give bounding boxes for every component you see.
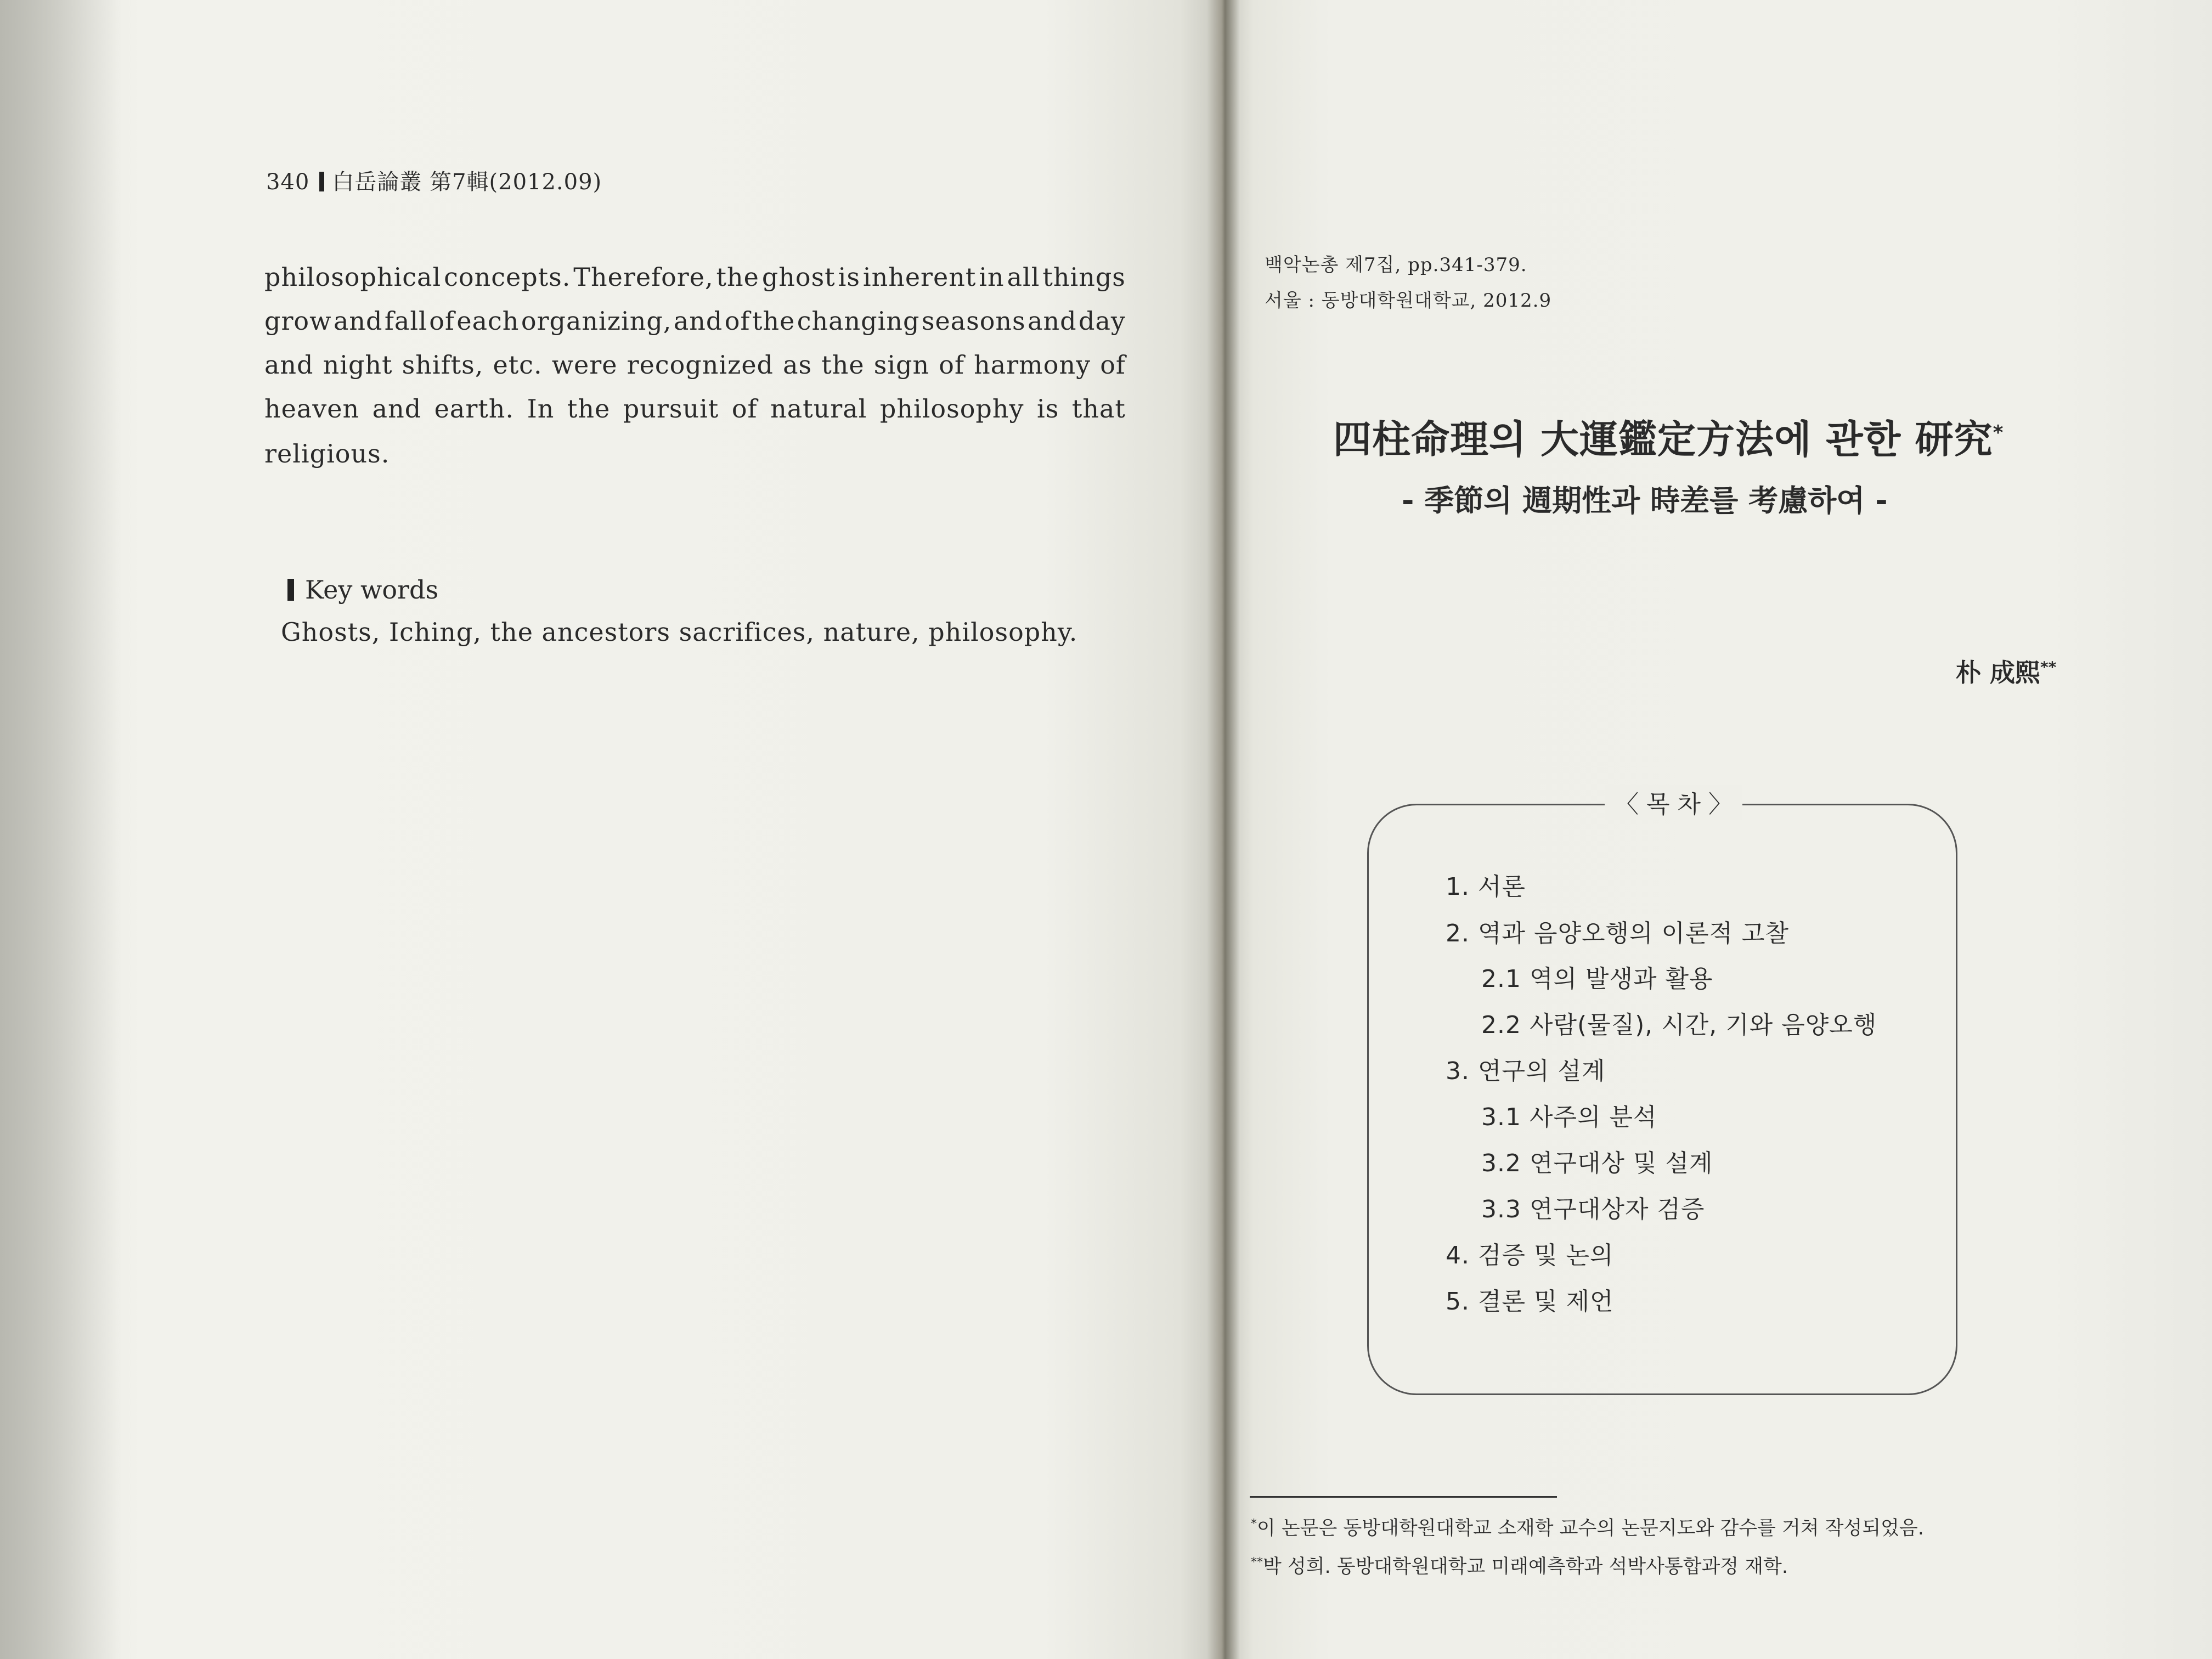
toc-item: 2.1 역의 발생과 활용: [1481, 965, 1713, 993]
toc-item: 5. 결론 및 제언: [1446, 1288, 1614, 1316]
running-header: [266, 165, 602, 196]
body-line-2: grow and fall of each organizing, and of the changing seasons and day: [264, 306, 1126, 336]
footnote-mark: *: [1251, 1517, 1257, 1531]
author-footnote-mark: **: [2040, 658, 2057, 676]
keywords-heading-label: Key words: [305, 575, 439, 605]
toc-item: 4. 검증 및 논의: [1446, 1242, 1614, 1269]
footnote-mark: **: [1251, 1555, 1263, 1570]
toc-heading: 〈 목 차 〉: [1605, 785, 1742, 820]
heading-marker: [287, 579, 294, 601]
publication-info-line2: 서울 : 동방대학원대학교, 2012.9: [1265, 290, 1552, 312]
paper-title: [1333, 409, 2004, 464]
header-divider: [319, 172, 324, 191]
footnote-rule: [1250, 1496, 1557, 1498]
body-line-1: philosophical concepts. Therefore, the ghost is inherent in all things: [264, 262, 1126, 292]
body-line-3: and night shifts, etc. were recognized as the sign of harmony of: [264, 350, 1126, 380]
keywords-heading: [287, 575, 438, 605]
toc-item: 3. 연구의 설계: [1446, 1057, 1606, 1085]
page-edge-shadow: [0, 0, 121, 1659]
footnote-2: [1251, 1551, 1788, 1579]
paper-title-text: 四柱命理의 大運鑑定方法에 관한 研究: [1333, 417, 1993, 462]
footnote-text: 이 논문은 동방대학원대학교 소재학 교수의 논문지도와 감수를 거쳐 작성되었음.: [1257, 1517, 1924, 1539]
toc-item: 3.2 연구대상 및 설계: [1481, 1149, 1713, 1177]
book-gutter: [1207, 0, 1240, 1659]
toc-item: 1. 서론: [1446, 873, 1526, 901]
author-name: 朴 成熙: [1956, 658, 2041, 687]
author: [1956, 653, 2056, 689]
paper-subtitle: - 季節의 週期性과 時差를 考慮하여 -: [1402, 483, 1888, 518]
page-number: 340: [266, 170, 310, 195]
publication-info-line1: 백악논총 제7집, pp.341-379.: [1265, 254, 1527, 276]
show-through-text-left: [247, 631, 1141, 1564]
title-footnote-mark: *: [1993, 421, 2004, 444]
toc-item: 2. 역과 음양오행의 이론적 고찰: [1446, 919, 1789, 947]
footnote-text: 박 성희. 동방대학원대학교 미래예측학과 석박사통합과정 재학.: [1263, 1556, 1788, 1578]
body-line-5: religious.: [264, 439, 390, 469]
keywords-text: Ghosts, Iching, the ancestors sacrifices, nature, philosophy.: [281, 617, 1078, 647]
body-line-4: heaven and earth. In the pursuit of natural philosophy is that: [264, 394, 1126, 424]
journal-name: 白岳論叢 第7輯(2012.09): [332, 170, 602, 195]
toc-item: 2.2 사람(물질), 시간, 기와 음양오행: [1481, 1011, 1877, 1039]
footnote-1: [1251, 1513, 1924, 1541]
toc-item: 3.3 연구대상자 검증: [1481, 1195, 1705, 1223]
toc-item: 3.1 사주의 분석: [1481, 1103, 1657, 1131]
